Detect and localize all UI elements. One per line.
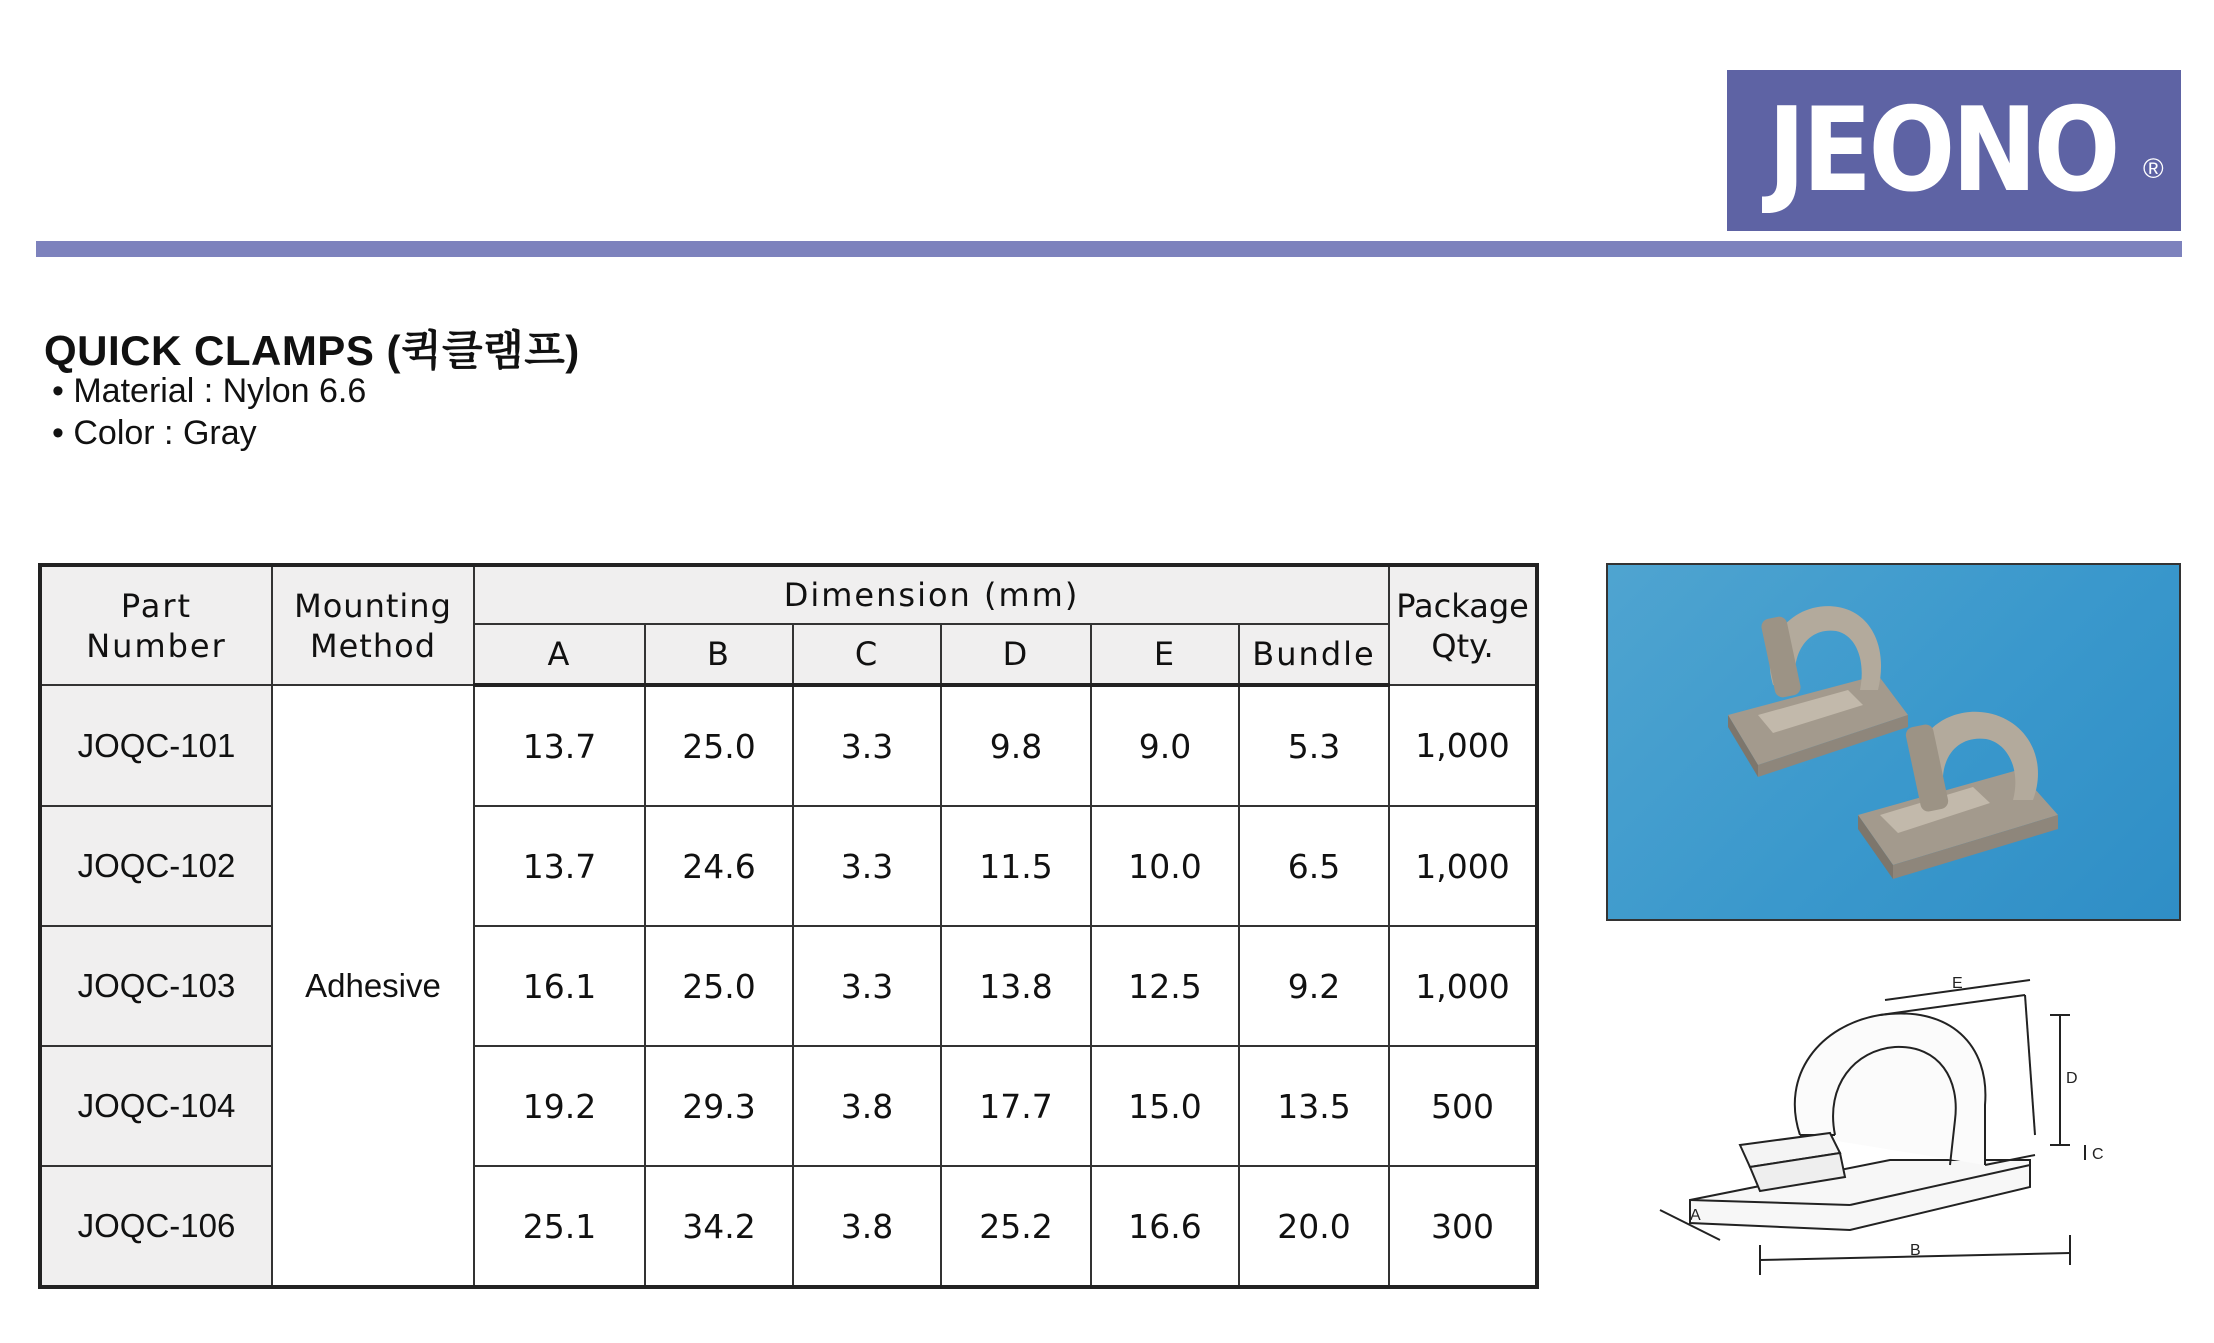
dim-c-cell: 3.3 xyxy=(793,685,941,806)
dim-bundle-cell: 5.3 xyxy=(1239,685,1389,806)
header-part-number xyxy=(40,565,272,685)
clamp-drawing xyxy=(1630,955,2180,1285)
dimension-table xyxy=(38,563,1539,1289)
header-dim-a: A xyxy=(474,624,645,685)
brand-name: JEONO xyxy=(1768,83,2118,218)
dim-e-cell: 10.0 xyxy=(1091,806,1239,926)
header-dim-e: E xyxy=(1091,624,1239,685)
part-number-cell: JOQC-102 xyxy=(40,806,272,926)
dim-b-cell: 25.0 xyxy=(645,926,793,1046)
header-dim-b: B xyxy=(645,624,793,685)
table-row xyxy=(40,1166,1537,1287)
mounting-method-cell: Adhesive xyxy=(272,685,474,1287)
table-row xyxy=(40,685,1537,806)
header-dim-d: D xyxy=(941,624,1091,685)
clamp-photo-1 xyxy=(1728,606,1908,777)
package-qty-cell: 1,000 xyxy=(1389,685,1537,806)
table-row xyxy=(40,806,1537,926)
part-number-cell: JOQC-106 xyxy=(40,1166,272,1287)
part-number-cell: JOQC-103 xyxy=(40,926,272,1046)
part-number-cell: JOQC-101 xyxy=(40,685,272,806)
dim-d-cell: 25.2 xyxy=(941,1166,1091,1287)
dim-e-cell: 16.6 xyxy=(1091,1166,1239,1287)
dim-a-cell: 25.1 xyxy=(474,1166,645,1287)
header-mount-line1: Mounting xyxy=(294,586,452,625)
dim-e-cell: 15.0 xyxy=(1091,1046,1239,1166)
table-row xyxy=(40,926,1537,1046)
dim-d-cell: 17.7 xyxy=(941,1046,1091,1166)
dim-e-cell: 12.5 xyxy=(1091,926,1239,1046)
header-divider xyxy=(36,241,2182,257)
spec-material: • Material : Nylon 6.6 xyxy=(52,370,366,412)
package-qty-cell: 500 xyxy=(1389,1046,1537,1166)
product-photo xyxy=(1606,563,2181,921)
dim-c-cell: 3.8 xyxy=(793,1166,941,1287)
dim-d-cell: 9.8 xyxy=(941,685,1091,806)
dim-a-cell: 16.1 xyxy=(474,926,645,1046)
package-qty-cell: 300 xyxy=(1389,1166,1537,1287)
dim-d-cell: 13.8 xyxy=(941,926,1091,1046)
dim-a-cell: 19.2 xyxy=(474,1046,645,1166)
header-part-line1: Part xyxy=(120,586,193,625)
label-b: B xyxy=(1910,1242,1921,1259)
table-row xyxy=(40,1046,1537,1166)
package-qty-cell: 1,000 xyxy=(1389,806,1537,926)
header-dim-c: C xyxy=(793,624,941,685)
dim-a-cell: 13.7 xyxy=(474,685,645,806)
clamp-photo-illustration xyxy=(1608,565,2179,919)
product-title: QUICK CLAMPS (퀵클램프) xyxy=(44,327,580,374)
dim-bundle-cell: 20.0 xyxy=(1239,1166,1389,1287)
header-pkg-line2: Qty. xyxy=(1431,626,1494,665)
dim-bundle-cell: 13.5 xyxy=(1239,1046,1389,1166)
header-dimension: Dimension (mm) xyxy=(474,565,1389,624)
dim-a-cell: 13.7 xyxy=(474,806,645,926)
label-d: D xyxy=(2066,1070,2078,1087)
dim-bundle-cell: 9.2 xyxy=(1239,926,1389,1046)
header-package-qty xyxy=(1389,565,1537,685)
dim-c-cell: 3.3 xyxy=(793,926,941,1046)
dim-b-cell: 24.6 xyxy=(645,806,793,926)
dim-b-cell: 25.0 xyxy=(645,685,793,806)
dim-e-cell: 9.0 xyxy=(1091,685,1239,806)
label-a: A xyxy=(1690,1207,1701,1224)
brand-logo xyxy=(1727,70,2181,231)
header-mounting-method xyxy=(272,565,474,685)
part-number-cell: JOQC-104 xyxy=(40,1046,272,1166)
dim-d-cell: 11.5 xyxy=(941,806,1091,926)
spec-color: • Color : Gray xyxy=(52,412,366,454)
dim-b-cell: 34.2 xyxy=(645,1166,793,1287)
header-part-line2: Number xyxy=(86,626,227,665)
label-c: C xyxy=(2092,1146,2104,1163)
header-pkg-line1: Package xyxy=(1396,586,1529,625)
clamp-photo-2 xyxy=(1858,712,2058,879)
spec-list xyxy=(52,370,366,454)
header-mount-line2: Method xyxy=(309,626,436,665)
dim-b-cell: 29.3 xyxy=(645,1046,793,1166)
dimension-diagram xyxy=(1630,955,2180,1285)
dim-c-cell: 3.8 xyxy=(793,1046,941,1166)
dim-c-cell: 3.3 xyxy=(793,806,941,926)
package-qty-cell: 1,000 xyxy=(1389,926,1537,1046)
header-dim-bundle: Bundle xyxy=(1239,624,1389,685)
dim-bundle-cell: 6.5 xyxy=(1239,806,1389,926)
label-e: E xyxy=(1952,975,1963,992)
registered-mark: ® xyxy=(2143,152,2164,184)
